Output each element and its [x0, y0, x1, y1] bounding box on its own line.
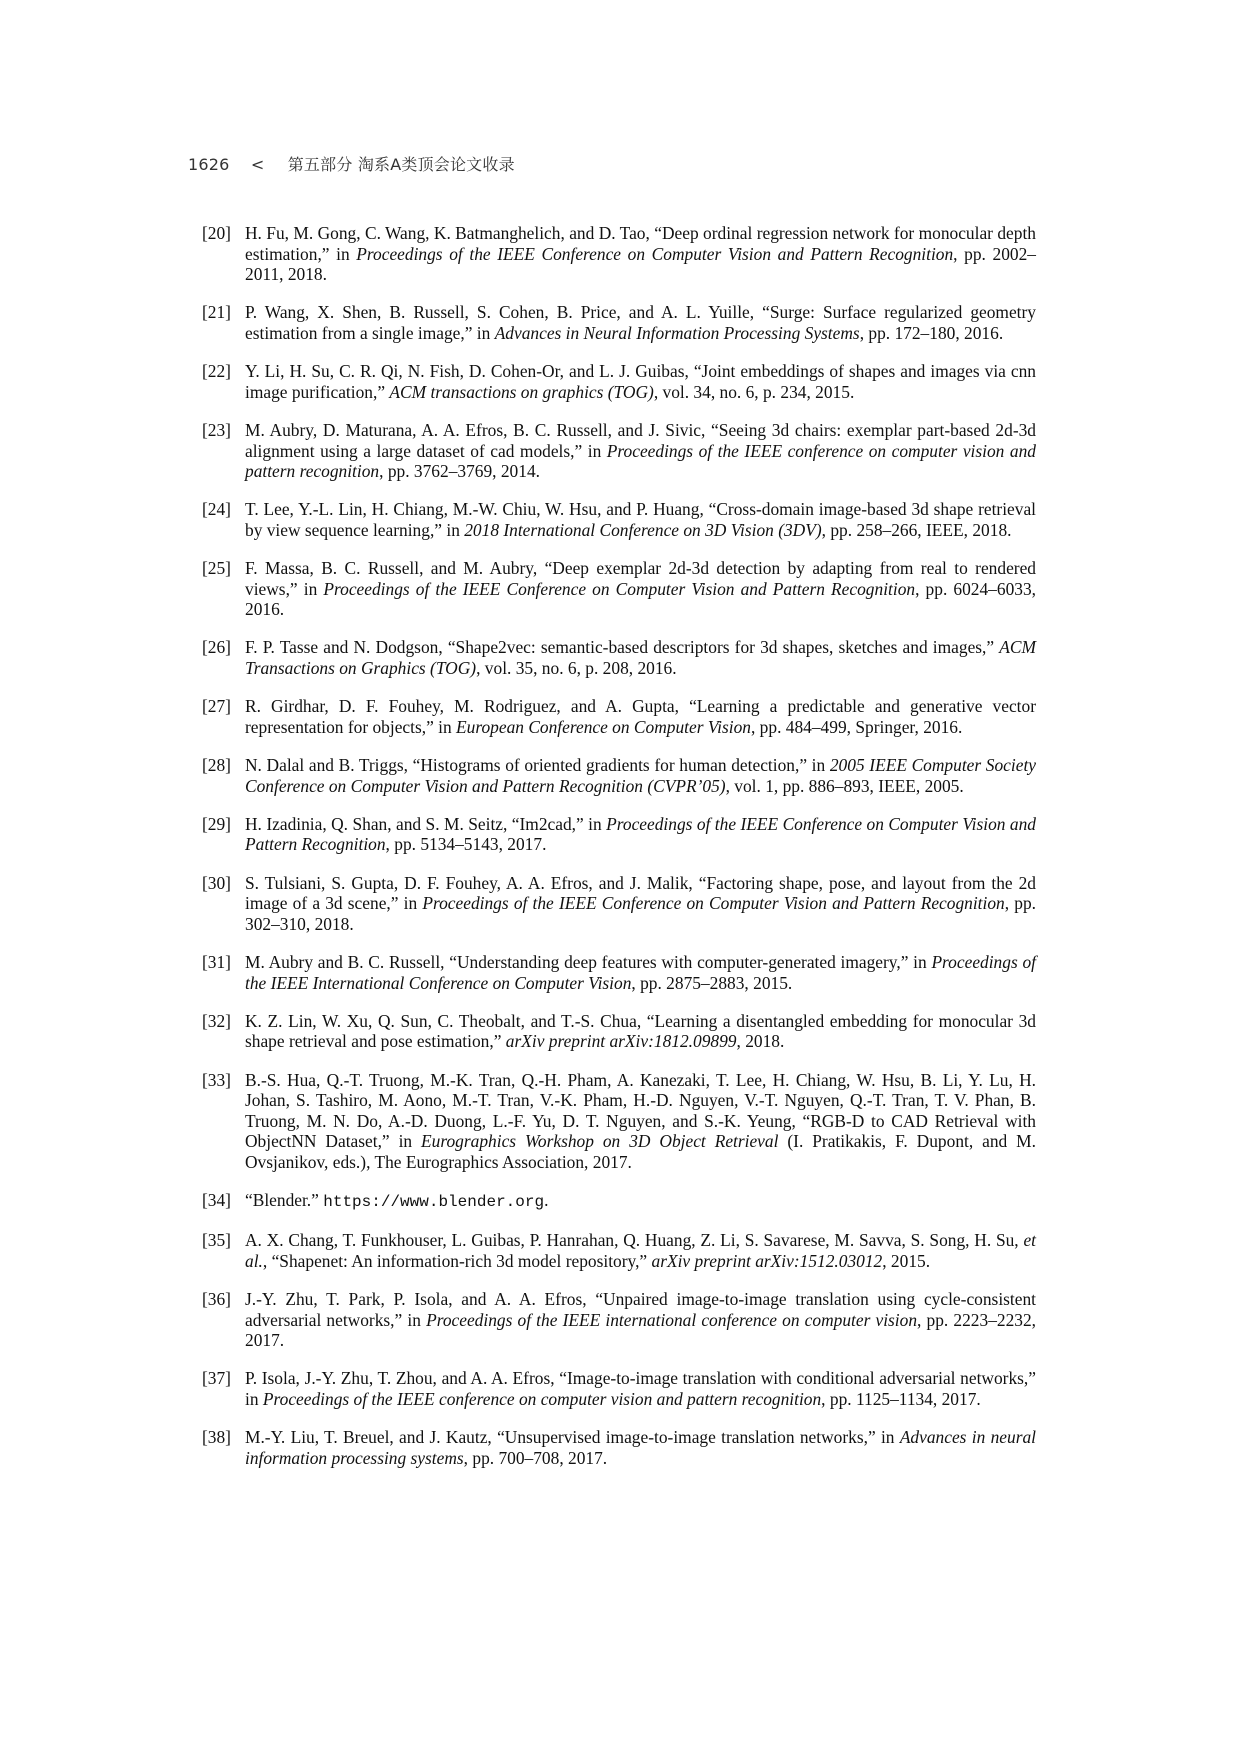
reference-segment: , pp. 5134–5143, 2017.: [385, 834, 547, 855]
reference-venue: arXiv preprint arXiv:1812.09899: [505, 1031, 737, 1052]
reference-segment: F. P. Tasse and N. Dodgson, “Shape2vec: semantic-based descriptors for 3d shapes, sketches and images,”: [245, 637, 1000, 658]
reference-url: https://www.blender.org: [323, 1193, 545, 1212]
reference-segment: , vol. 34, no. 6, p. 234, 2015.: [653, 381, 855, 402]
reference-number: [30]: [202, 872, 231, 893]
reference-venue: Eurographics Workshop on 3D Object Retrieval: [421, 1131, 779, 1152]
reference-number: [28]: [202, 755, 231, 776]
reference-segment: .: [544, 1190, 549, 1211]
reference-number: [21]: [202, 302, 231, 323]
reference-text: [245, 499, 1036, 540]
reference-item: [202, 1368, 1036, 1409]
reference-segment: , 2018.: [736, 1031, 785, 1052]
reference-text: [245, 1011, 1036, 1052]
reference-segment: K. Z. Lin, W. Xu, Q. Sun, C. Theobalt, and T.-S. Chua, “Learning a disentangled embedding for monocular 3d shape retrieval and pose estimation,”: [245, 1010, 1036, 1052]
reference-item: [202, 1011, 1036, 1052]
reference-segment: M.-Y. Liu, T. Breuel, and J. Kautz, “Unsupervised image-to-image translation networks,” in: [245, 1427, 900, 1448]
reference-item: [202, 873, 1036, 935]
reference-segment: N. Dalal and B. Triggs, “Histograms of oriented gradients for human detection,” in: [245, 755, 830, 776]
reference-number: [23]: [202, 419, 231, 440]
reference-number: [34]: [202, 1190, 231, 1211]
reference-venue: 2005 IEEE Computer Society Conference on Computer Vision and Pattern Recognition (CVPR’05): [245, 755, 1036, 796]
reference-text: [245, 637, 1036, 678]
reference-segment: , pp. 302–310, 2018.: [245, 893, 1036, 934]
reference-venue: Proceedings of the IEEE International Conference on Computer Vision: [245, 951, 1036, 993]
reference-text: [245, 814, 1036, 855]
reference-segment: F. Massa, B. C. Russell, and M. Aubry, “Deep exemplar 2d-3d detection by adapting from real to rendered views,” in: [245, 558, 1036, 599]
reference-item: [202, 1230, 1036, 1271]
reference-item: [202, 696, 1036, 737]
reference-venue: Proceedings of the IEEE international conference on computer vision: [426, 1309, 918, 1330]
reference-text: [245, 420, 1036, 481]
reference-text: [245, 361, 1036, 402]
reference-item: [202, 1190, 1036, 1213]
reference-number: [35]: [202, 1230, 231, 1251]
reference-number: [27]: [202, 696, 231, 717]
reference-segment: , pp. 484–499, Springer, 2016.: [750, 716, 963, 737]
reference-venue: Advances in neural information processing systems: [245, 1427, 1036, 1468]
reference-number: [32]: [202, 1010, 231, 1031]
reference-number: [20]: [202, 223, 231, 243]
reference-segment: A. X. Chang, T. Funkhouser, L. Guibas, P. Hanrahan, Q. Huang, Z. Li, S. Savarese, M. Savva, S. Song, H. Su,: [245, 1230, 1024, 1251]
reference-segment: P. Wang, X. Shen, B. Russell, S. Cohen, B. Price, and A. L. Yuille, “Surge: Surface regularized geometry estimation from a single image,” in: [245, 302, 1036, 343]
reference-segment: B.-S. Hua, Q.-T. Truong, M.-K. Tran, Q.-H. Pham, A. Kanezaki, T. Lee, H. Chiang, W. Hsu, B. Li, Y. Lu, H. Johan, S. Tashiro, M. Aono, M.-T. Tran, V.-K. Pham, H.-D. Nguyen, V.-T. Nguyen, Q.-T. Tran, T. V. Phan, B. Truong, M. N. Do, A.-D. Duong, L.-F. Yu, D. T. Nguyen, and S.-K. Yeung, “RGB-D to CAD Retrieval with ObjectNN Dataset,” in: [245, 1069, 1036, 1152]
reference-segment: , pp. 2875–2883, 2015.: [631, 972, 793, 993]
reference-number: [37]: [202, 1368, 231, 1389]
reference-number: [22]: [202, 361, 231, 382]
reference-segment: , pp. 700–708, 2017.: [463, 1447, 608, 1468]
reference-segment: M. Aubry and B. C. Russell, “Understanding deep features with computer-generated imagery,” in: [245, 951, 932, 972]
reference-text: [245, 1070, 1036, 1172]
reference-segment: T. Lee, Y.-L. Lin, H. Chiang, M.-W. Chiu, W. Hsu, and P. Huang, “Cross-domain image-based 3d shape retrieval by view sequence learning,” in: [245, 499, 1036, 540]
reference-item: [202, 361, 1036, 402]
reference-segment: , vol. 1, pp. 886–893, IEEE, 2005.: [725, 775, 964, 796]
reference-number: [26]: [202, 637, 231, 658]
reference-item: [202, 952, 1036, 993]
reference-venue: et al.: [245, 1230, 1036, 1271]
reference-number: [25]: [202, 558, 231, 579]
reference-segment: , pp. 258–266, IEEE, 2018.: [821, 519, 1012, 540]
reference-item: [202, 558, 1036, 620]
reference-segment: , pp. 1125–1134, 2017.: [821, 1389, 981, 1410]
reference-number: [24]: [202, 499, 231, 520]
reference-text: [245, 1427, 1036, 1468]
reference-text: [245, 558, 1036, 619]
reference-text: [245, 1230, 1036, 1271]
reference-segment: , 2015.: [882, 1250, 931, 1271]
reference-venue: Proceedings of the IEEE conference on computer vision and pattern recognition: [262, 1389, 822, 1410]
reference-segment: , pp. 2002–2011, 2018.: [245, 243, 1036, 285]
reference-venue: Proceedings of the IEEE Conference on Computer Vision and Pattern Recognition: [356, 243, 954, 264]
reference-segment: (I. Pratikakis, F. Dupont, and M. Ovsjanikov, eds.), The Eurographics Association, 2017.: [245, 1131, 1036, 1172]
reference-item: [202, 1289, 1036, 1351]
section-title: 第五部分 淘系A类顶会论文收录: [287, 155, 515, 174]
reference-text: [245, 755, 1036, 796]
reference-segment: J.-Y. Zhu, T. Park, P. Isola, and A. A. Efros, “Unpaired image-to-image translation using cycle-consistent adversarial networks,” in: [245, 1289, 1036, 1330]
reference-venue: Proceedings of the IEEE Conference on Computer Vision and Pattern Recognition: [323, 578, 916, 599]
reference-text: [245, 696, 1036, 737]
reference-item: [202, 420, 1036, 482]
reference-segment: S. Tulsiani, S. Gupta, D. F. Fouhey, A. A. Efros, and J. Malik, “Factoring shape, pose, and layout from the 2d image of a 3d scene,” in: [245, 872, 1036, 914]
reference-item: [202, 814, 1036, 855]
reference-item: [202, 1427, 1036, 1468]
reference-segment: , pp. 6024–6033, 2016.: [245, 578, 1037, 620]
reference-segment: Y. Li, H. Su, C. R. Qi, N. Fish, D. Cohen-Or, and L. J. Guibas, “Joint embeddings of shapes and images via cnn image purification,”: [245, 361, 1036, 402]
reference-venue: ACM Transactions on Graphics (TOG): [245, 637, 1036, 679]
page-number: 1626: [188, 155, 230, 174]
reference-venue: 2018 International Conference on 3D Vision (3DV): [464, 519, 822, 540]
reference-segment: , “Shapenet: An information-rich 3d model repository,”: [262, 1250, 652, 1271]
reference-number: [33]: [202, 1069, 231, 1090]
reference-item: [202, 223, 1036, 285]
reference-item: [202, 755, 1036, 796]
reference-segment: H. Izadinia, Q. Shan, and S. M. Seitz, “Im2cad,” in: [245, 813, 607, 834]
page-header: [188, 152, 515, 175]
reference-venue: Proceedings of the IEEE Conference on Computer Vision and Pattern Recognition: [422, 893, 1005, 914]
reference-item: [202, 1070, 1036, 1173]
reference-text: [245, 223, 1036, 284]
reference-venue: Proceedings of the IEEE Conference on Computer Vision and Pattern Recognition: [245, 813, 1036, 855]
reference-text: [245, 302, 1036, 343]
reference-venue: ACM transactions on graphics (TOG): [389, 381, 654, 402]
reference-segment: , vol. 35, no. 6, p. 208, 2016.: [476, 658, 677, 679]
reference-number: [36]: [202, 1289, 231, 1310]
reference-number: [29]: [202, 813, 231, 834]
reference-venue: European Conference on Computer Vision: [456, 716, 751, 737]
reference-text: [245, 1368, 1036, 1409]
reference-segment: , pp. 172–180, 2016.: [859, 322, 1004, 343]
reference-segment: “Blender.”: [245, 1190, 324, 1211]
reference-venue: arXiv preprint arXiv:1512.03012: [651, 1250, 883, 1271]
reference-number: [38]: [202, 1427, 231, 1448]
reference-segment: , pp. 3762–3769, 2014.: [379, 461, 540, 482]
reference-segment: P. Isola, J.-Y. Zhu, T. Zhou, and A. A. Efros, “Image-to-image translation with conditional adversarial networks,” in: [245, 1368, 1036, 1410]
reference-item: [202, 637, 1036, 678]
reference-segment: , pp. 2223–2232, 2017.: [245, 1309, 1037, 1351]
reference-item: [202, 302, 1036, 343]
reference-text: [245, 952, 1036, 993]
reference-text: [245, 1289, 1036, 1350]
reference-segment: R. Girdhar, D. F. Fouhey, M. Rodriguez, and A. Gupta, “Learning a predictable and generative vector representation for objects,” in: [245, 696, 1036, 737]
reference-list: [202, 223, 1036, 1486]
reference-segment: H. Fu, M. Gong, C. Wang, K. Batmanghelich, and D. Tao, “Deep ordinal regression network for monocular depth estimation,” in: [245, 223, 1036, 264]
reference-text: [245, 873, 1036, 934]
reference-segment: M. Aubry, D. Maturana, A. A. Efros, B. C. Russell, and J. Sivic, “Seeing 3d chairs: exemplar part-based 2d-3d alignment using a large dataset of cad models,” in: [245, 419, 1036, 461]
chevron-left-icon: <: [250, 155, 265, 174]
reference-text: [245, 1190, 548, 1210]
reference-number: [31]: [202, 951, 231, 972]
reference-item: [202, 499, 1036, 540]
reference-venue: Advances in Neural Information Processing Systems: [494, 322, 860, 343]
reference-venue: Proceedings of the IEEE conference on computer vision and pattern recognition: [245, 440, 1036, 482]
